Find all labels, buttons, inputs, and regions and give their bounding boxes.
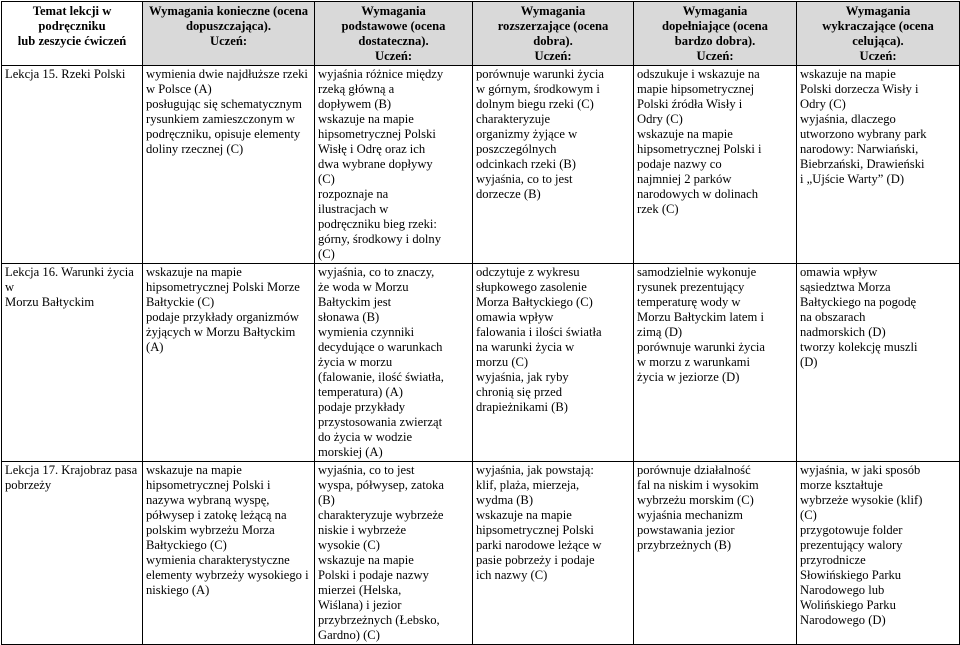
cell-extended (473, 264, 634, 462)
requirement-line: przystosowania zwierząt (318, 415, 443, 429)
cell-required (143, 66, 315, 264)
requirement-line: nazywa wybraną wyspę, (146, 493, 270, 507)
header-line: dopuszczająca). (186, 19, 271, 33)
header-exceeding (797, 2, 960, 66)
requirement-line: temperaturę wody w (637, 295, 741, 309)
requirement-line: parki narodowe leżące w (476, 538, 602, 552)
requirement-line: dwa wybrane dopływy (318, 157, 433, 171)
requirement-line: wskazuje na mapie (637, 127, 733, 141)
requirement-line: porównuje warunki życia (476, 67, 604, 81)
header-line: dostateczna). (358, 34, 429, 48)
requirement-line: wydma (B) (476, 493, 534, 507)
requirement-line: wyjaśnia, jak powstają: (476, 463, 594, 477)
lesson-title-line: Lekcja 16. Warunki życia w (5, 265, 134, 294)
requirement-line: omawia wpływ (476, 310, 554, 324)
requirement-line: Bałtyckiego na pogodę (800, 295, 917, 309)
requirement-line: Odry (C) (800, 97, 846, 111)
requirement-line: (A) (146, 340, 164, 354)
requirement-line: rysunkiem zamieszczonym w (146, 112, 295, 126)
requirement-line: pasie pobrzeży i podaje (476, 553, 595, 567)
requirement-line: żyjących w Morzu Bałtyckim (146, 325, 296, 339)
lesson-title-line: Lekcja 17. Krajobraz pasa (5, 463, 138, 477)
requirement-line: Bałtyckim jest (318, 295, 392, 309)
header-line: celująca). (852, 34, 904, 48)
requirement-line: hipsometrycznej Polski i (146, 478, 271, 492)
header-line: podstawowe (ocena (341, 19, 446, 33)
header-line: Uczeń: (209, 34, 248, 48)
header-supplementary (634, 2, 797, 66)
requirement-line: ilustracjach w (318, 202, 389, 216)
requirement-line: półwysep i zatokę leżącą na (146, 508, 287, 522)
requirement-line: wskazuje na mapie (476, 508, 572, 522)
requirement-line: na warunki życia w (476, 340, 575, 354)
requirement-line: Morzu Bałtyckim latem i (637, 310, 764, 324)
table-body (2, 66, 960, 645)
requirement-line: dolnym biegu rzeki (C) (476, 97, 594, 111)
requirement-line: posługując się schematycznym (146, 97, 302, 111)
requirement-line: rzeką główną a (318, 82, 395, 96)
cell-lesson (2, 264, 143, 462)
requirement-line: słonawa (B) (318, 310, 380, 324)
requirement-line: Gardno) (C) (318, 628, 380, 642)
requirement-line: morskiej (A) (318, 445, 383, 459)
header-line: dopełniające (ocena (662, 19, 768, 33)
requirement-line: wysokie (C) (318, 538, 380, 552)
table-row (2, 462, 960, 645)
requirement-line: wyjaśnia, w jaki sposób (800, 463, 921, 477)
requirement-line: wyjaśnia, dlaczego (800, 112, 896, 126)
requirement-line: przybrzeżnych (Łebsko, (318, 613, 440, 627)
requirement-line: polskim wybrzeżu Morza (146, 523, 275, 537)
requirement-line: do życia w wodzie (318, 430, 413, 444)
cell-basic (315, 264, 473, 462)
requirement-line: klif, plaża, mierzeja, (476, 478, 580, 492)
requirement-line: (C) (318, 172, 335, 186)
requirement-line: charakteryzuje wybrzeże (318, 508, 444, 522)
requirement-line: (C) (318, 247, 335, 261)
requirement-line: wskazuje na mapie (146, 463, 242, 477)
requirement-line: podaje nazwy co (637, 157, 722, 171)
requirement-line: Polski i podaje nazwy (318, 568, 429, 582)
table-row (2, 264, 960, 462)
requirement-line: wyjaśnia, co to znaczy, (318, 265, 435, 279)
requirement-line: morzu (C) (476, 355, 529, 369)
table-row (2, 66, 960, 264)
requirement-line: wskazuje na mapie (318, 112, 414, 126)
header-line: Wymagania (845, 4, 911, 18)
cell-exceeding (797, 462, 960, 645)
requirement-line: rozpoznaje na (318, 187, 389, 201)
cell-exceeding (797, 66, 960, 264)
requirement-line: wskazuje na mapie (146, 265, 242, 279)
requirement-line: powstawania jezior (637, 523, 735, 537)
requirement-line: przygotowuje folder (800, 523, 903, 537)
cell-supplementary (634, 264, 797, 462)
lesson-title-line: Morzu Bałtyckim (5, 295, 95, 309)
requirement-line: morze kształtuje (800, 478, 883, 492)
requirement-line: niskie i wybrzeże (318, 523, 407, 537)
requirement-line: Odry (C) (637, 112, 683, 126)
cell-basic (315, 462, 473, 645)
requirement-line: wybrzeżu morskim (C) (637, 493, 754, 507)
header-line: lub zeszycie ćwiczeń (17, 34, 127, 48)
requirement-line: wskazuje na mapie (800, 67, 896, 81)
requirement-line: słupkowego zasolenie (476, 280, 587, 294)
requirement-line: podaje przykłady (318, 400, 406, 414)
requirement-line: odcinkach rzeki (B) (476, 157, 577, 171)
requirement-line: Bałtyckie (C) (146, 295, 215, 309)
requirement-line: górny, środkowy i dolny (318, 232, 442, 246)
requirement-line: najmniej 2 parków (637, 172, 732, 186)
requirement-line: wyjaśnia, co to jest (318, 463, 415, 477)
requirement-line: Bałtyckiego (C) (146, 538, 227, 552)
requirement-line: wyjaśnia mechanizm (637, 508, 743, 522)
requirement-line: narodowy: Narwiański, (800, 142, 919, 156)
requirement-line: (falowanie, ilość światła, (318, 370, 444, 384)
requirement-line: falowania i ilości światła (476, 325, 602, 339)
requirement-line: odszukuje i wskazuje na (637, 67, 760, 81)
requirement-line: chronią się przed (476, 385, 563, 399)
requirement-line: że woda w Morzu (318, 280, 409, 294)
header-basic (315, 2, 473, 66)
requirement-line: wyjaśnia różnice między (318, 67, 444, 81)
requirement-line: Słowińskiego Parku (800, 568, 902, 582)
requirement-line: w górnym, środkowym i (476, 82, 600, 96)
header-line: Wymagania (361, 4, 426, 18)
requirement-line: wyjaśnia, jak ryby (476, 370, 569, 384)
header-line: Uczeń: (696, 49, 734, 63)
requirement-line: w Polsce (A) (146, 82, 212, 96)
requirement-line: omawia wpływ (800, 265, 878, 279)
requirement-line: zimą (D) (637, 325, 683, 339)
requirement-line: życia w jeziorze (D) (637, 370, 740, 384)
requirement-line: dopływem (B) (318, 97, 392, 111)
requirement-line: narodowych w dolinach (637, 187, 759, 201)
requirement-line: wymienia czynniki (318, 325, 415, 339)
requirement-line: decydujące o warunkach (318, 340, 443, 354)
requirement-line: podręczniku, opisuje elementy (146, 127, 301, 141)
requirement-line: wymienia dwie najdłuższe rzeki (146, 67, 308, 81)
requirement-line: porównuje warunki życia (637, 340, 765, 354)
requirement-line: hipsometrycznej Polski (476, 523, 594, 537)
cell-supplementary (634, 66, 797, 264)
requirement-line: w morzu z warunkami (637, 355, 750, 369)
requirement-line: Polski dorzecza Wisły i (800, 82, 919, 96)
cell-basic (315, 66, 473, 264)
requirement-line: Wolińskiego Parku (800, 598, 896, 612)
requirement-line: ich nazwy (C) (476, 568, 548, 582)
requirement-line: (B) (318, 493, 335, 507)
requirement-line: Narodowego (D) (800, 613, 886, 627)
requirement-line: przyrodnicze (800, 553, 866, 567)
header-line: dobra). (533, 34, 573, 48)
requirement-line: (D) (800, 355, 818, 369)
requirement-line: hipsometrycznej Polski i (637, 142, 762, 156)
header-line: Uczeń: (534, 49, 572, 63)
requirement-line: Narodowego lub (800, 583, 885, 597)
requirement-line: wybrzeże wysokie (klif) (800, 493, 923, 507)
cell-required (143, 264, 315, 462)
requirement-line: wskazuje na mapie (318, 553, 414, 567)
requirement-line: (C) (800, 508, 817, 522)
requirements-table (1, 1, 960, 645)
requirement-line: temperatura) (A) (318, 385, 403, 399)
header-line: rozszerzające (ocena (497, 19, 609, 33)
requirement-line: mierzei (Helska, (318, 583, 402, 597)
requirement-line: na obszarach (800, 310, 866, 324)
lesson-title-line: Lekcja 15. Rzeki Polski (5, 67, 126, 81)
requirement-line: dorzecze (B) (476, 187, 541, 201)
header-lesson-topic (2, 2, 143, 66)
lesson-title-line: pobrzeży (5, 478, 52, 492)
cell-extended (473, 462, 634, 645)
requirement-line: doliny rzecznej (C) (146, 142, 244, 156)
requirement-line: utworzono wybrany park (800, 127, 927, 141)
requirement-line: Wiślana) i jezior (318, 598, 402, 612)
header-line: wykraczające (ocena (822, 19, 934, 33)
requirement-line: drapieżnikami (B) (476, 400, 568, 414)
cell-supplementary (634, 462, 797, 645)
requirement-line: wyjaśnia, co to jest (476, 172, 573, 186)
requirement-line: Wisłę i Odrę oraz ich (318, 142, 426, 156)
requirement-line: podaje przykłady organizmów (146, 310, 299, 324)
requirement-line: fal na niskim i wysokim (637, 478, 759, 492)
requirement-line: Biebrzański, Drawieński (800, 157, 925, 171)
requirement-line: poszczególnych (476, 142, 557, 156)
requirement-line: prezentujący walory (800, 538, 903, 552)
requirement-line: Polski źródła Wisły i (637, 97, 743, 111)
requirement-line: nadmorskich (D) (800, 325, 886, 339)
cell-exceeding (797, 264, 960, 462)
header-extended (473, 2, 634, 66)
requirement-line: życia w morzu (318, 355, 393, 369)
header-line: Uczeń: (859, 49, 897, 63)
header-line: Wymagania (682, 4, 748, 18)
requirement-line: tworzy kolekcję muszli (800, 340, 918, 354)
requirement-line: charakteryzuje (476, 112, 551, 126)
header-line: bardzo dobra). (674, 34, 756, 48)
header-line: Temat lekcji w podręczniku (32, 4, 112, 33)
requirement-line: hipsometrycznej Polski Morze (146, 280, 300, 294)
table-header (2, 2, 960, 66)
requirement-line: rzek (C) (637, 202, 679, 216)
cell-lesson (2, 66, 143, 264)
requirement-line: rysunek prezentujący (637, 280, 745, 294)
requirement-line: niskiego (A) (146, 583, 210, 597)
requirement-line: sąsiedztwa Morza (800, 280, 891, 294)
requirement-line: wymienia charakterystyczne (146, 553, 290, 567)
header-required (143, 2, 315, 66)
requirement-line: samodzielnie wykonuje (637, 265, 757, 279)
requirement-line: elementy wybrzeży wysokiego i (146, 568, 309, 582)
cell-required (143, 462, 315, 645)
requirement-line: hipsometrycznej Polski (318, 127, 436, 141)
header-line: Wymagania konieczne (ocena (148, 4, 309, 18)
cell-extended (473, 66, 634, 264)
requirement-line: organizmy żyjące w (476, 127, 578, 141)
header-line: Wymagania (520, 4, 586, 18)
requirement-line: Morza Bałtyckiego (C) (476, 295, 593, 309)
header-row (2, 2, 960, 66)
requirement-line: przybrzeżnych (B) (637, 538, 732, 552)
requirement-line: porównuje działalność (637, 463, 751, 477)
requirement-line: i „Ujście Warty” (D) (800, 172, 905, 186)
requirement-line: odczytuje z wykresu (476, 265, 580, 279)
requirement-line: podręczniku bieg rzeki: (318, 217, 437, 231)
cell-lesson (2, 462, 143, 645)
header-line: Uczeń: (374, 49, 413, 63)
requirement-line: mapie hipsometrycznej (637, 82, 755, 96)
requirement-line: wyspa, półwysep, zatoka (318, 478, 444, 492)
